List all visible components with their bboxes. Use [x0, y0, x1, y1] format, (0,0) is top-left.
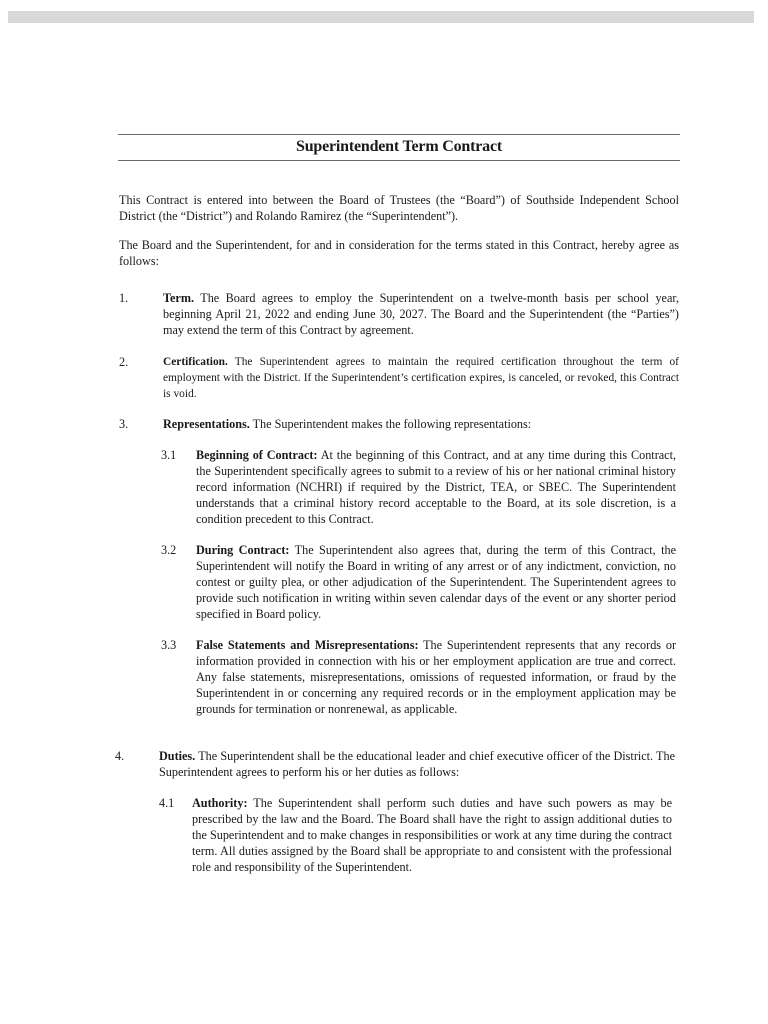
subsection-text: At the beginning of this Contract, and at any time during this Contract, the Superintendent specifically agrees to submit to a review of his or her national criminal history record information (NCHRI) if required by the District, TEA, or SBEC. The Superintendent understands that a criminal history record acceptable to the Board, at its sole discretion, is a condition precedent to this Contract.: [196, 448, 677, 526]
section-text: The Superintendent makes the following representations:: [252, 417, 532, 431]
section-number: 3.: [119, 417, 129, 431]
subsection-number: 3.3: [161, 638, 177, 652]
intro-paragraph: This Contract is entered into between the Board of Trustees (the “Board”) of Southside Independent School District (the “District”) and Rolando Ramirez (the “Superintendent”).: [119, 193, 679, 223]
subsection-heading: False Statements and Misrepresentations:: [196, 638, 419, 652]
title-top-rule: [118, 134, 680, 135]
agreement-paragraph: The Board and the Superintendent, for and in consideration for the terms stated in this Contract, hereby agree as follows:: [119, 238, 679, 268]
subsection-during-contract: [196, 542, 676, 622]
section-text: The Board agrees to employ the Superintendent on a twelve-month basis per school year, beginning April 21, 2022 and ending June 30, 2027. The Board and the Superintendent (the “Parties”) may extend the term of this Contract by agreement.: [163, 291, 679, 337]
subsection-beginning-of-contract: [196, 447, 676, 527]
section-heading: Representations.: [163, 417, 250, 431]
section-duties: [159, 748, 675, 780]
section-representations: [163, 416, 679, 432]
subsection-heading: During Contract:: [196, 543, 290, 557]
subsection-text: The Superintendent also agrees that, during the term of this Contract, the Superintendent will notify the Board in writing of any arrest or of any indictment, conviction, no contest or guilty plea, or other adjudication of the Superintendent. The Superintendent agrees to provide such notification in writing within seven calendar days of the event or any shorter period specified in Board policy.: [196, 543, 676, 621]
title-bottom-rule: [118, 160, 680, 161]
subsection-heading: Beginning of Contract:: [196, 448, 318, 462]
section-number: 2.: [119, 355, 129, 369]
section-number: 1.: [119, 291, 129, 305]
section-text: The Superintendent shall be the educational leader and chief executive officer of the District. The Superintendent agrees to perform his or her duties as follows:: [159, 749, 676, 779]
section-heading: Term.: [163, 291, 195, 305]
subsection-heading: Authority:: [192, 796, 248, 810]
subsection-text: The Superintendent shall perform such duties and have such powers as may be prescribed by the law and the Board. The Board shall have the right to assign additional duties to the Superintendent and to make changes in responsibilities or work at any time during the contract term. All duties assigned by the Board shall be appropriate to and consistent with the professional role and responsibility of the Superintendent.: [192, 796, 672, 874]
section-number: 4.: [115, 749, 125, 763]
section-text: The Superintendent agrees to maintain the required certification throughout the term of employment with the District. If the Superintendent’s certification expires, is canceled, or revoked, this Contract is void.: [163, 356, 679, 400]
subsection-false-statements: [196, 637, 676, 717]
subsection-authority: [192, 795, 672, 875]
section-heading: Duties.: [159, 749, 196, 763]
section-heading: Certification.: [163, 356, 228, 368]
subsection-number: 3.2: [161, 543, 177, 557]
subsection-number: 4.1: [159, 796, 175, 810]
section-term: [163, 290, 679, 338]
scanner-edge-bar: [8, 11, 754, 23]
document-title: Superintendent Term Contract: [296, 138, 502, 155]
subsection-text: The Superintendent represents that any records or information provided in connection with his or her employment application are true and correct. Any false statements, misrepresentations, omissions of requested information, or fraud by the Superintendent in or concerning any required records or in the employment application may be grounds for termination or nonrenewal, as applicable.: [196, 638, 677, 716]
subsection-number: 3.1: [161, 448, 177, 462]
section-certification: [163, 354, 679, 402]
